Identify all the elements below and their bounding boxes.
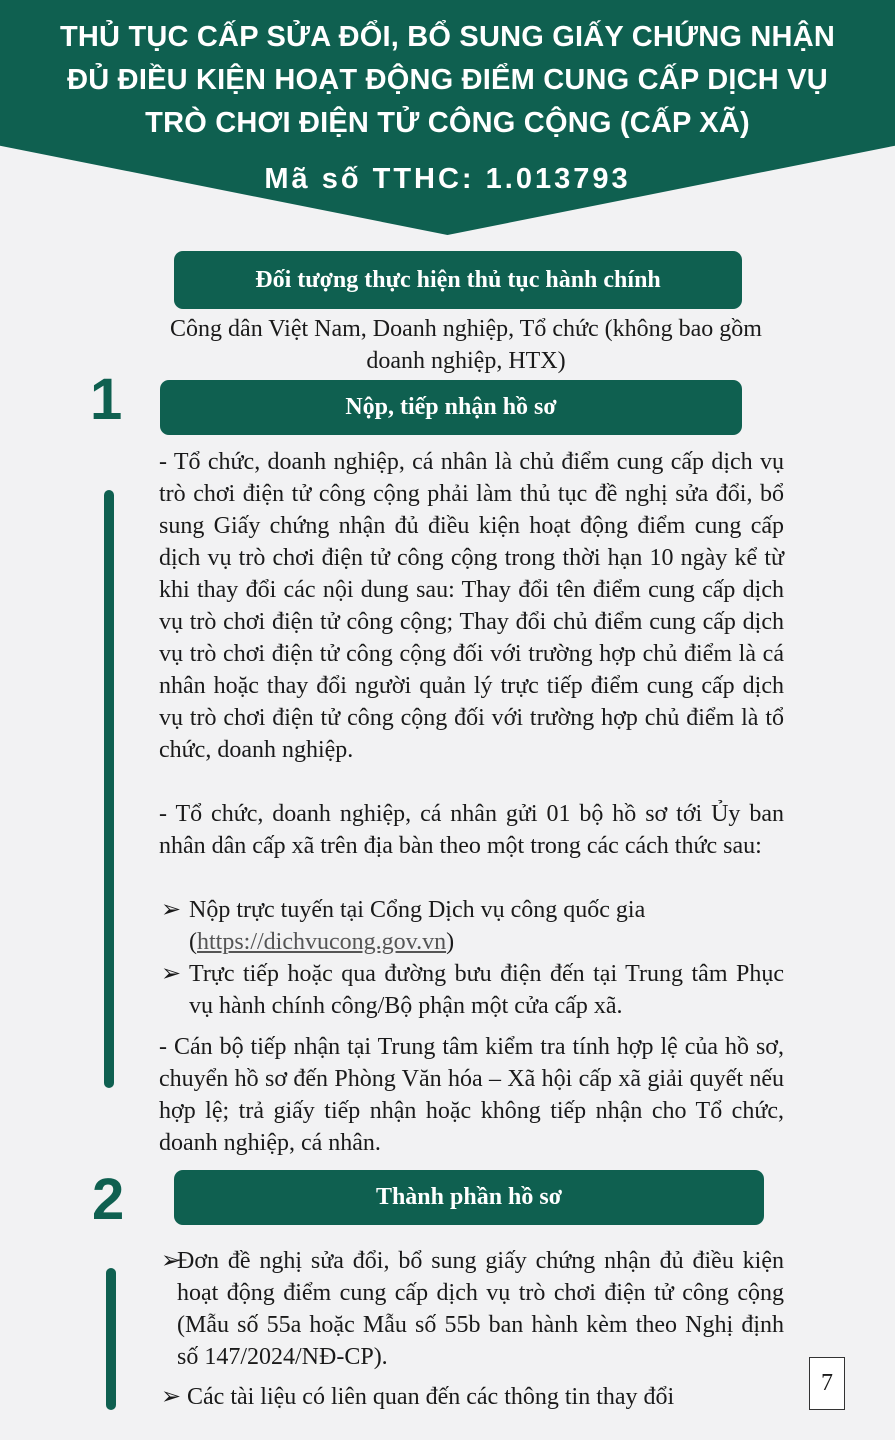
- step-2-bullet-1: [161, 1245, 784, 1373]
- subject-heading: Đối tượng thực hiện thủ tục hành chính: [174, 251, 742, 309]
- title-line-1: THỦ TỤC CẤP SỬA ĐỔI, BỔ SUNG GIẤY CHỨNG NHẬN: [60, 21, 835, 53]
- step-2-heading: Thành phần hồ sơ: [174, 1170, 764, 1225]
- procedure-title: [0, 16, 895, 145]
- arrow-bullet-icon: ➢: [161, 897, 182, 923]
- title-line-2: ĐỦ ĐIỀU KIỆN HOẠT ĐỘNG ĐIỂM CUNG CẤP DỊCH VỤ: [67, 64, 828, 96]
- step-2-bullet-2: [161, 1381, 784, 1413]
- arrow-bullet-icon: ➢: [161, 1248, 182, 1274]
- bullet-1-close: ): [446, 929, 455, 955]
- subject-text: Công dân Việt Nam, Doanh nghiệp, Tổ chức (không bao gồm doanh nghiệp, HTX): [170, 316, 762, 374]
- arrow-bullet-icon: ➢: [161, 1384, 182, 1410]
- bullet-1-text: Nộp trực tuyến tại Cổng Dịch vụ công quốc gia: [189, 897, 646, 923]
- page-number: 7: [809, 1357, 845, 1410]
- step-1-bar: [104, 490, 114, 1088]
- step-1-paragraph-2: - Tổ chức, doanh nghiệp, cá nhân gửi 01 bộ hồ sơ tới Ủy ban nhân dân cấp xã trên địa bàn theo một trong các cách thức sau:: [159, 801, 784, 859]
- step-2-bullet-2-text: Các tài liệu có liên quan đến các thông tin thay đổi: [187, 1384, 675, 1410]
- step-1-paragraph-3: - Cán bộ tiếp nhận tại Trung tâm kiểm tra tính hợp lệ của hồ sơ, chuyển hồ sơ đến Phòng Văn hóa – Xã hội cấp xã giải quyết nếu hợp lệ; trả giấy tiếp nhận hoặc không tiếp nhận cho Tổ chức, doanh nghiệp, cá nhân.: [159, 1034, 784, 1156]
- step-2-number: 2: [92, 1167, 125, 1232]
- bullet-1-open: (: [189, 929, 197, 955]
- step-1-bullet-2: [161, 958, 784, 1022]
- step-1-number: 1: [90, 367, 123, 432]
- step-1-paragraph-1: - Tổ chức, doanh nghiệp, cá nhân là chủ điểm cung cấp dịch vụ trò chơi điện tử công cộng phải làm thủ tục đề nghị sửa đổi, bổ sung Giấy chứng nhận đủ điều kiện hoạt động điểm cung cấp dịch vụ trò chơi điện tử công cộng trong thời hạn 10 ngày kể từ khi thay đổi các nội dung sau: Thay đổi tên điểm cung cấp dịch vụ trò chơi điện tử công cộng; Thay đổi chủ điểm cung cấp dịch vụ trò chơi điện tử công cộng đối với trường hợp chủ điểm là cá nhân hoặc thay đổi người quản lý trực tiếp điểm cung cấp dịch vụ trò chơi điện tử công cộng đối với trường hợp chủ điểm là tổ chức, doanh nghiệp.: [159, 449, 784, 763]
- arrow-bullet-icon: ➢: [161, 961, 182, 987]
- step-1-heading: Nộp, tiếp nhận hồ sơ: [160, 380, 742, 435]
- step-2-bar: [106, 1268, 116, 1410]
- procedure-code: Mã số TTHC: 1.013793: [264, 163, 631, 195]
- step-1-bullet-1: [161, 894, 784, 958]
- step-2-bullet-1-text: Đơn đề nghị sửa đổi, bổ sung giấy chứng nhận đủ điều kiện hoạt động điểm cung cấp dịch vụ trò chơi điện tử công cộng (Mẫu số 55a hoặc Mẫu số 55b ban hành kèm theo Nghị định số 147/2024/NĐ-CP).: [177, 1248, 784, 1370]
- title-line-3: TRÒ CHƠI ĐIỆN TỬ CÔNG CỘNG (CẤP XÃ): [145, 107, 750, 139]
- bullet-2-text: Trực tiếp hoặc qua đường bưu điện đến tại Trung tâm Phục vụ hành chính công/Bộ phận một cửa cấp xã.: [189, 961, 784, 1019]
- dichvucong-link[interactable]: https://dichvucong.gov.vn: [197, 929, 447, 955]
